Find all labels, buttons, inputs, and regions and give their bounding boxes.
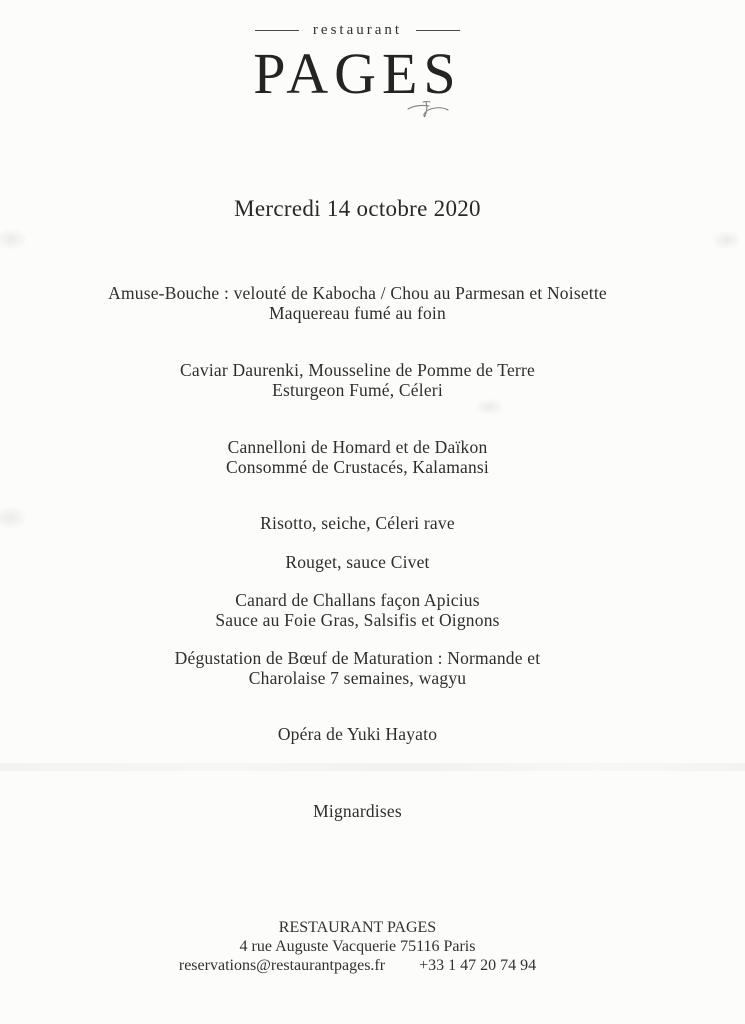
menu-date: Mercredi 14 octobre 2020	[234, 196, 481, 221]
signature-scribble-icon	[404, 96, 452, 122]
scan-streak-artifact	[0, 763, 745, 771]
course-line: Sauce au Foie Gras, Salsifis et Oignons	[215, 609, 500, 630]
footer-restaurant-name: RESTAURANT PAGES	[278, 919, 437, 936]
course-canard	[0, 591, 715, 630]
course-line: Risotto, seiche, Céleri rave	[260, 513, 455, 533]
course-rouget	[0, 553, 715, 573]
course-line: Charolaise 7 semaines, wagyu	[248, 667, 467, 688]
course-amuse-bouche	[0, 284, 715, 323]
footer-address: 4 rue Auguste Vacquerie 75116 Paris	[239, 938, 476, 955]
course-line: Amuse-Bouche : velouté de Kabocha / Chou au Parmesan et Noisette	[108, 283, 607, 303]
course-line: Esturgeon Fumé, Céleri	[272, 379, 443, 400]
course-line: Rouget, sauce Civet	[285, 552, 430, 572]
course-degustation-boeuf	[0, 649, 715, 688]
course-line: Cannelloni de Homard et de Daïkon	[227, 437, 488, 457]
footer-phone: +33 1 47 20 74 94	[419, 957, 537, 974]
scan-smudge-artifact	[712, 230, 742, 250]
course-line: Consommé de Crustacés, Kalamansi	[225, 456, 489, 477]
scan-smudge-artifact	[474, 398, 504, 416]
course-risotto	[0, 514, 715, 534]
course-line: Opéra de Yuki Hayato	[277, 724, 438, 744]
course-line: Mignardises	[313, 801, 402, 821]
course-line: Canard de Challans façon Apicius	[235, 590, 480, 610]
course-line: Maquereau fumé au foin	[269, 302, 446, 323]
footer-contact-line	[0, 956, 715, 975]
course-line: Caviar Daurenki, Mousseline de Pomme de Terre	[180, 360, 535, 380]
divider-rule-right-icon	[416, 30, 460, 31]
footer-email: reservations@restaurantpages.fr	[178, 957, 386, 974]
scan-smudge-artifact	[0, 228, 28, 250]
divider-rule-left-icon	[255, 30, 299, 31]
course-caviar	[0, 361, 715, 400]
restaurant-logo: PAGES	[253, 41, 462, 106]
course-mignardises	[0, 802, 715, 822]
brand-row	[0, 22, 715, 39]
brand-restaurant-label: restaurant	[312, 22, 403, 38]
footer	[0, 918, 715, 975]
course-cannelloni-homard	[0, 438, 715, 477]
course-line: Dégustation de Bœuf de Maturation : Normande et	[174, 648, 541, 668]
course-opera	[0, 725, 715, 745]
